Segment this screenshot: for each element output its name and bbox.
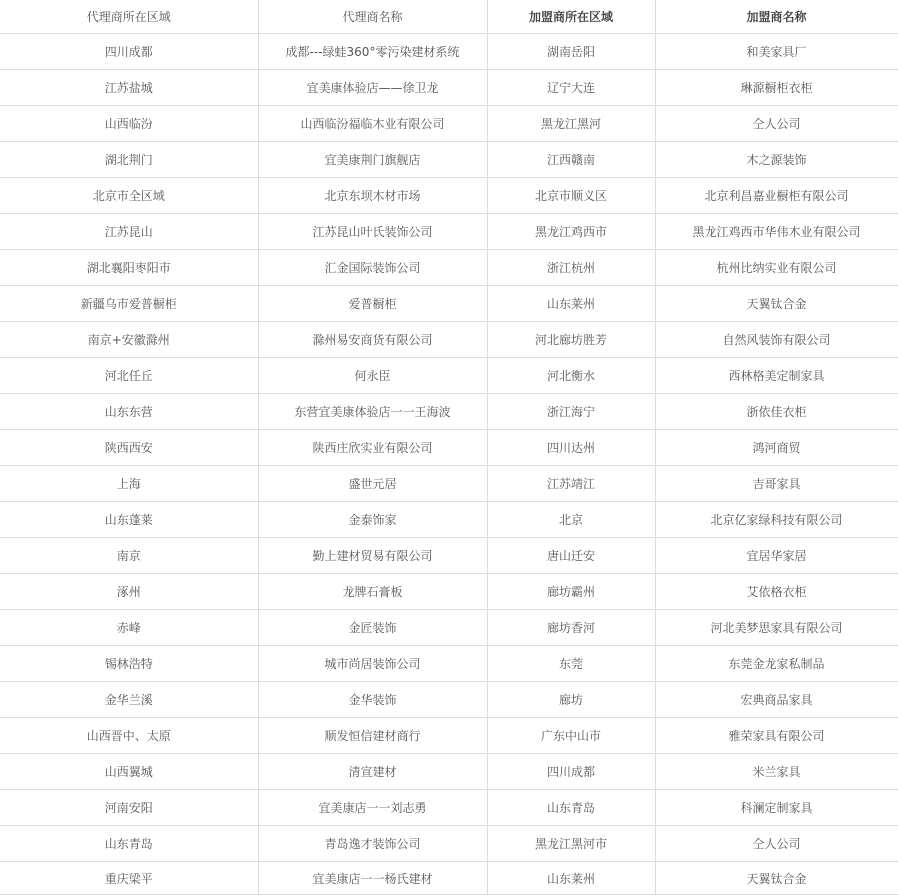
dealer-name-cell: 鸿河商贸 (655, 430, 898, 466)
dealer-name-cell: 艾依格衣柜 (655, 574, 898, 610)
dealer-region-cell: 山东莱州 (487, 862, 655, 895)
dealer-region-cell: 山东青岛 (487, 790, 655, 826)
dealer-region-cell: 黑龙江黑河市 (487, 826, 655, 862)
dealer-region-cell: 河北廊坊胜芳 (487, 322, 655, 358)
dealer-region-cell: 山东莱州 (487, 286, 655, 322)
table-row (0, 646, 898, 682)
agent-region-cell: 山东青岛 (0, 826, 258, 862)
agent-name-cell: 宜美康店一一刘志勇 (258, 790, 487, 826)
table-row (0, 538, 898, 574)
dealer-name-cell: 仝人公司 (655, 106, 898, 142)
dealer-region-cell: 黑龙江黑河 (487, 106, 655, 142)
dealer-name-cell: 北京亿家绿科技有限公司 (655, 502, 898, 538)
table-row (0, 682, 898, 718)
table-row (0, 862, 898, 895)
dealer-region-cell: 东莞 (487, 646, 655, 682)
dealer-region-cell: 四川成都 (487, 754, 655, 790)
agent-region-cell: 湖北襄阳枣阳市 (0, 250, 258, 286)
agent-name-cell: 宜美康荆门旗舰店 (258, 142, 487, 178)
table-row (0, 250, 898, 286)
dealer-name-cell: 东莞金龙家私制品 (655, 646, 898, 682)
agent-region-cell: 赤峰 (0, 610, 258, 646)
header-agent-region: 代理商所在区域 (0, 0, 258, 34)
dealer-name-cell: 琳源橱柜衣柜 (655, 70, 898, 106)
dealer-name-cell: 黑龙江鸡西市华伟木业有限公司 (655, 214, 898, 250)
dealer-name-cell: 吉哥家具 (655, 466, 898, 502)
dealer-name-cell: 宏典商品家具 (655, 682, 898, 718)
dealer-region-cell: 江西赣南 (487, 142, 655, 178)
table-row (0, 430, 898, 466)
agent-name-cell: 城市尚居装饰公司 (258, 646, 487, 682)
agent-region-cell: 河北任丘 (0, 358, 258, 394)
agent-region-cell: 山西临汾 (0, 106, 258, 142)
agent-name-cell: 滁州易安商货有限公司 (258, 322, 487, 358)
agent-name-cell: 陕西庄欣实业有限公司 (258, 430, 487, 466)
table-row (0, 214, 898, 250)
agent-region-cell: 上海 (0, 466, 258, 502)
table-header-row (0, 0, 898, 34)
dealer-region-cell: 江苏靖江 (487, 466, 655, 502)
agent-region-cell: 锡林浩特 (0, 646, 258, 682)
agent-name-cell: 北京东坝木材市场 (258, 178, 487, 214)
agent-name-cell: 宜美康体验店——徐卫龙 (258, 70, 487, 106)
agent-region-cell: 四川成都 (0, 34, 258, 70)
table-row (0, 610, 898, 646)
table-row (0, 826, 898, 862)
dealer-region-cell: 北京 (487, 502, 655, 538)
dealer-region-cell: 湖南岳阳 (487, 34, 655, 70)
table-row (0, 790, 898, 826)
table-row (0, 358, 898, 394)
dealer-name-cell: 杭州比纳实业有限公司 (655, 250, 898, 286)
agent-name-cell: 勤上建材贸易有限公司 (258, 538, 487, 574)
dealer-region-cell: 廊坊 (487, 682, 655, 718)
agent-region-cell: 江苏昆山 (0, 214, 258, 250)
dealer-name-cell: 北京利昌嘉业橱柜有限公司 (655, 178, 898, 214)
agent-region-cell: 重庆梁平 (0, 862, 258, 895)
header-dealer-region: 加盟商所在区域 (487, 0, 655, 34)
agent-region-cell: 涿州 (0, 574, 258, 610)
agent-region-cell: 山东蓬莱 (0, 502, 258, 538)
agent-region-cell: 湖北荆门 (0, 142, 258, 178)
agent-name-cell: 宜美康店一一杨氏建材 (258, 862, 487, 895)
agent-name-cell: 青岛逸才装饰公司 (258, 826, 487, 862)
dealer-region-cell: 广东中山市 (487, 718, 655, 754)
agent-name-cell: 成都---绿蛙360°零污染建材系统 (258, 34, 487, 70)
dealer-name-cell: 仝人公司 (655, 826, 898, 862)
header-dealer-name: 加盟商名称 (655, 0, 898, 34)
header-agent-name: 代理商名称 (258, 0, 487, 34)
agent-region-cell: 陕西西安 (0, 430, 258, 466)
dealer-region-cell: 北京市顺义区 (487, 178, 655, 214)
table-row (0, 106, 898, 142)
table-row (0, 178, 898, 214)
agent-name-cell: 金匠装饰 (258, 610, 487, 646)
agent-region-cell: 山东东营 (0, 394, 258, 430)
dealer-name-cell: 宜居华家居 (655, 538, 898, 574)
table-row (0, 142, 898, 178)
table-row (0, 394, 898, 430)
dealer-name-cell: 自然风装饰有限公司 (655, 322, 898, 358)
dealer-name-cell: 天翼钛合金 (655, 862, 898, 895)
table-row (0, 754, 898, 790)
dealer-name-cell: 天翼钛合金 (655, 286, 898, 322)
agent-name-cell: 清宣建材 (258, 754, 487, 790)
table-row (0, 34, 898, 70)
agent-region-cell: 南京+安徽滁州 (0, 322, 258, 358)
agent-region-cell: 山西晋中、太原 (0, 718, 258, 754)
agent-name-cell: 龙牌石膏板 (258, 574, 487, 610)
dealer-region-cell: 浙江海宁 (487, 394, 655, 430)
agent-region-cell: 金华兰溪 (0, 682, 258, 718)
dealer-region-cell: 辽宁大连 (487, 70, 655, 106)
agent-name-cell: 金华装饰 (258, 682, 487, 718)
dealer-region-cell: 浙江杭州 (487, 250, 655, 286)
table-row (0, 466, 898, 502)
dealer-name-cell: 科澜定制家具 (655, 790, 898, 826)
dealer-name-cell: 浙依佳衣柜 (655, 394, 898, 430)
agent-region-cell: 新疆乌市爱普橱柜 (0, 286, 258, 322)
agent-name-cell: 江苏昆山叶氏装饰公司 (258, 214, 487, 250)
dealer-name-cell: 雅荣家具有限公司 (655, 718, 898, 754)
dealer-region-cell: 四川达州 (487, 430, 655, 466)
agent-name-cell: 顺发恒信建材商行 (258, 718, 487, 754)
agent-region-cell: 北京市全区域 (0, 178, 258, 214)
dealer-name-cell: 和美家具厂 (655, 34, 898, 70)
table-row (0, 70, 898, 106)
dealer-region-cell: 河北衡水 (487, 358, 655, 394)
agent-name-cell: 山西临汾福临木业有限公司 (258, 106, 487, 142)
dealer-name-cell: 河北美梦思家具有限公司 (655, 610, 898, 646)
agent-region-cell: 江苏盐城 (0, 70, 258, 106)
table-row (0, 322, 898, 358)
agent-name-cell: 盛世元居 (258, 466, 487, 502)
agent-region-cell: 南京 (0, 538, 258, 574)
table-row (0, 502, 898, 538)
dealer-name-cell: 西林格美定制家具 (655, 358, 898, 394)
agent-name-cell: 何永臣 (258, 358, 487, 394)
table-row (0, 574, 898, 610)
table-row (0, 286, 898, 322)
dealer-region-cell: 廊坊香河 (487, 610, 655, 646)
dealer-name-cell: 米兰家具 (655, 754, 898, 790)
table-body (0, 34, 898, 895)
agent-region-cell: 河南安阳 (0, 790, 258, 826)
agent-name-cell: 东营宜美康体验店一一王海波 (258, 394, 487, 430)
agent-name-cell: 爱普橱柜 (258, 286, 487, 322)
dealer-region-cell: 廊坊霸州 (487, 574, 655, 610)
agent-name-cell: 金泰饰家 (258, 502, 487, 538)
agent-region-cell: 山西翼城 (0, 754, 258, 790)
dealer-region-cell: 黑龙江鸡西市 (487, 214, 655, 250)
dealer-name-cell: 木之源装饰 (655, 142, 898, 178)
agent-name-cell: 汇金国际装饰公司 (258, 250, 487, 286)
table-row (0, 718, 898, 754)
dealer-region-cell: 唐山迁安 (487, 538, 655, 574)
